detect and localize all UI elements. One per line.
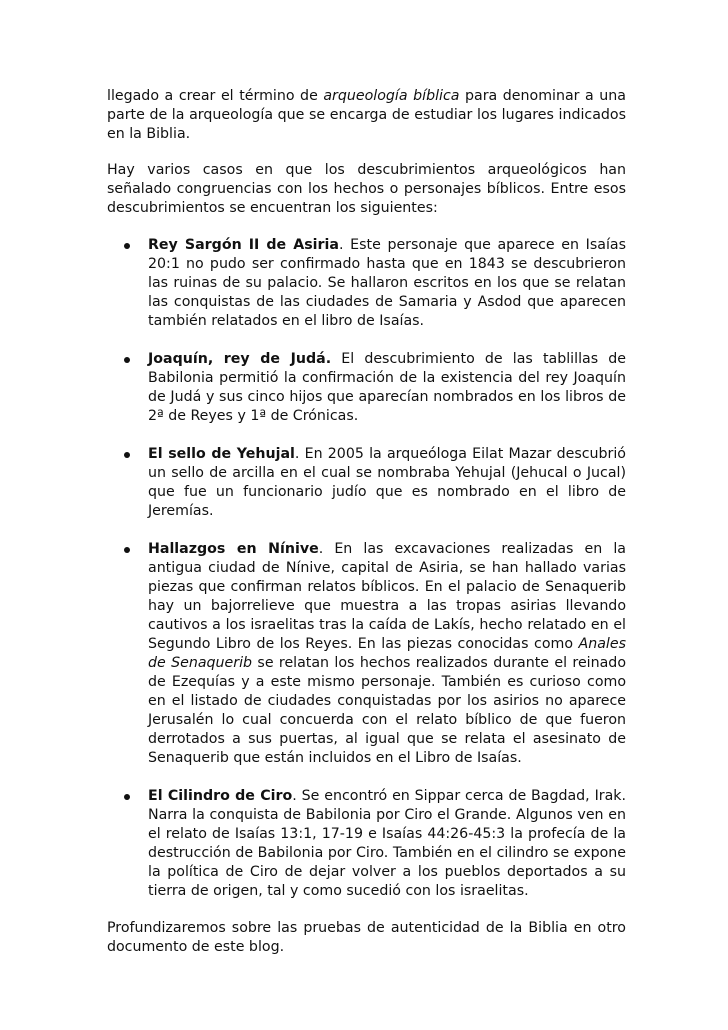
bullet-icon — [124, 452, 130, 458]
list-item: El Cilindro de Ciro. Se encontró en Sippar cerca de Bagdad, Irak. Narra la conquista de Babilonia por Ciro el Grande. Algunos ven en el relato de Isaías 13:1, 17-19 e Isaías 44:26-45:3 la profecía de la destrucción de Babilonia por Ciro. También en el cilindro se expone la política de Ciro de dejar volver a los pueblos deportados a su tierra de origen, tal y como sucedió con los israelitas. — [107, 787, 626, 901]
item-title: Joaquín, rey de Judá. — [148, 351, 332, 367]
item-title: Rey Sargón II de Asiria — [148, 237, 339, 253]
bullet-icon — [124, 357, 130, 363]
cases-paragraph: Hay varios casos en que los descubrimientos arqueológicos han señalado congruencias con los hechos o personajes bíblicos. Entre esos descubrimientos se encuentran los siguientes: — [107, 162, 626, 216]
bullet-icon — [124, 547, 130, 553]
emphasis-term: arqueología bíblica — [323, 88, 460, 104]
list-item: Hallazgos en Nínive. En las excavaciones realizadas en la antigua ciudad de Nínive, capital de Asiria, se han hallado varias piezas que confirman relatos bíblicos. En el palacio de Senaquerib hay un bajorrelieve que muestra a las tropas asirias llevando cautivos a los israelitas tras la caída de Lakís, hecho relatado en el Segundo Libro de los Reyes. En las piezas conocidas como Anales de Senaquerib se relatan los hechos realizados durante el reinado de Ezequías y a este mismo personaje. También es curioso como en el listado de ciudades conquistadas por los asirios no aparece Jerusalén lo cual concuerda con el relato bíblico de que fueron derrotados a sus puertas, al igual que se relata el asesinato de Senaquerib que están incluidos en el Libro de Isaías. — [107, 540, 626, 768]
bullet-icon — [124, 794, 130, 800]
closing-paragraph: Profundizaremos sobre las pruebas de autenticidad de la Biblia en otro documento de este blog. — [107, 920, 626, 955]
intro-paragraph: llegado a crear el término de arqueología bíblica para denominar a una parte de la arqueología que se encarga de estudiar los lugares indicados en la Biblia. — [107, 88, 626, 142]
document-page — [107, 87, 626, 957]
list-item: Rey Sargón II de Asiria. Este personaje que aparece en Isaías 20:1 no pudo ser confirmado hasta que en 1843 se descubrieron las ruinas de su palacio. Se hallaron escritos en los que se relatan las conquistas de las ciudades de Samaria y Asdod que aparecen también relatados en el libro de Isaías. — [107, 236, 626, 331]
list-item: Joaquín, rey de Judá. El descubrimiento de las tablillas de Babilonia permitió la confirmación de la existencia del rey Joaquín de Judá y sus cinco hijos que aparecían nombrados en los libros de 2ª de Reyes y 1ª de Crónicas. — [107, 350, 626, 426]
item-title: El Cilindro de Ciro — [148, 788, 293, 804]
bullet-icon — [124, 243, 130, 249]
discoveries-list — [107, 236, 626, 901]
item-title: El sello de Yehujal — [148, 446, 295, 462]
list-item: El sello de Yehujal. En 2005 la arqueóloga Eilat Mazar descubrió un sello de arcilla en el cual se nombraba Yehujal (Jehucal o Jucal) que fue un funcionario judío que es nombrado en el libro de Jeremías. — [107, 445, 626, 521]
emphasis-term: Anales de Senaquerib — [148, 636, 626, 671]
item-title: Hallazgos en Nínive — [148, 541, 319, 557]
